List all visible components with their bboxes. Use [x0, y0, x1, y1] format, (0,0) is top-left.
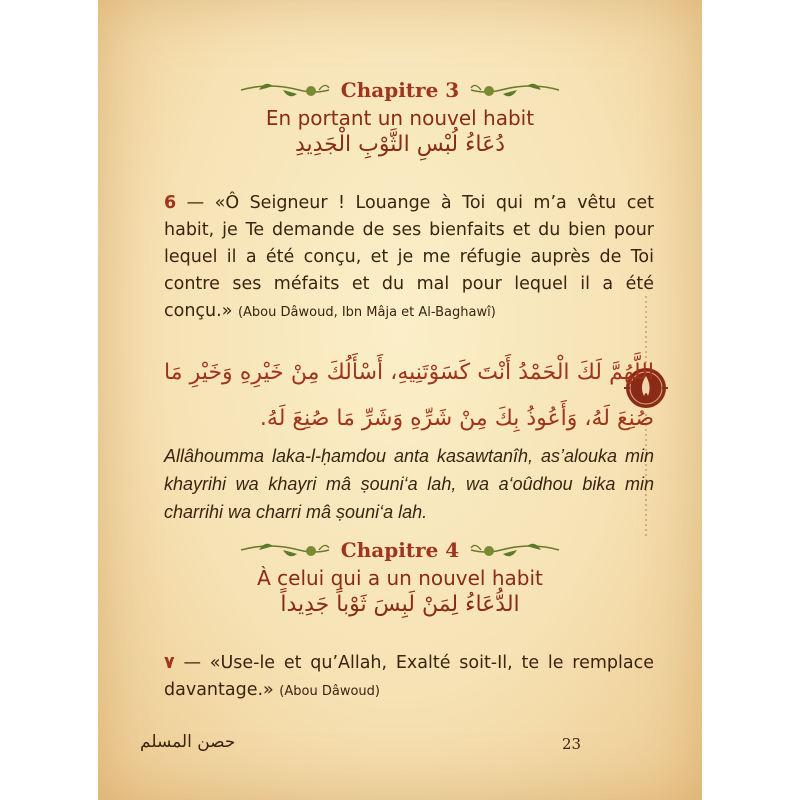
- leaf-ornament-right-icon: [469, 78, 561, 102]
- page-number: 23: [562, 735, 582, 753]
- hadith-7-paragraph: [164, 650, 654, 705]
- transliteration-text: Allâhoumma laka-l-ḥamdou anta kasawtanîh, as’alouka min khayrihi wa khayri mâ ṣouni‘a lah, wa a‘oûdhou bika min charrihi wa charri mâ ṣouni‘a lah.: [164, 446, 654, 522]
- chapter-4-title: Chapitre 4: [340, 538, 460, 562]
- chapter-4-header: [98, 538, 702, 617]
- leaf-ornament-left-icon: [239, 78, 331, 102]
- hadith-number: ٧: [164, 653, 175, 673]
- leaf-ornament-right-icon: [469, 538, 561, 562]
- chapter-4-arabic-title: الدُّعَاءُ لِمَنْ لَبِسَ ثَوْباً جَدِيداً: [280, 592, 520, 617]
- hadith-7-reference: (Abou Dâwoud): [279, 684, 380, 699]
- footer-book-title: حصن المسلم: [140, 732, 236, 752]
- book-page: [98, 0, 702, 800]
- chapter-3-header: [98, 78, 702, 157]
- hadith-6-paragraph: [164, 190, 654, 326]
- hadith-number: 6: [164, 193, 177, 213]
- hadith-6-reference: (Abou Dâwoud, Ibn Mâja et Al-Baghawî): [237, 305, 496, 320]
- leaf-ornament-left-icon: [239, 538, 331, 562]
- chapter-3-subtitle: En portant un nouvel habit: [265, 106, 535, 130]
- hadith-7-text: — «Use-le et qu’Allah, Exalté soit-Il, te le remplace davantage.»: [164, 653, 654, 700]
- chapter-3-arabic-title: دُعَاءُ لُبْسِ الثَّوْبِ الْجَدِيدِ: [294, 132, 506, 157]
- chapter-4-subtitle: À celui qui a un nouvel habit: [257, 566, 543, 590]
- chapter-3-title: Chapitre 3: [340, 78, 460, 102]
- arabic-supplication: اللَّهُمَّ لَكَ الْحَمْدُ أَنْتَ كَسَوْتَنِيهِ، أَسْأَلُكَ مِنْ خَيْرِهِ وَخَيْرِ مَا صُنِعَ لَهُ، وَأَعُوذُ بِكَ مِنْ شَرِّهِ وَشَرِّ مَا صُنِعَ لَهُ.: [164, 360, 654, 431]
- hadith-6-text: — «Ô Seigneur ! Louange à Toi qui m’a vêtu cet habit, je Te demande de ses bienfaits et du bien pour lequel il a été conçu, et je me réfugie auprès de Toi contre ses méfaits et du mal pour lequel il a été conçu.»: [164, 193, 654, 321]
